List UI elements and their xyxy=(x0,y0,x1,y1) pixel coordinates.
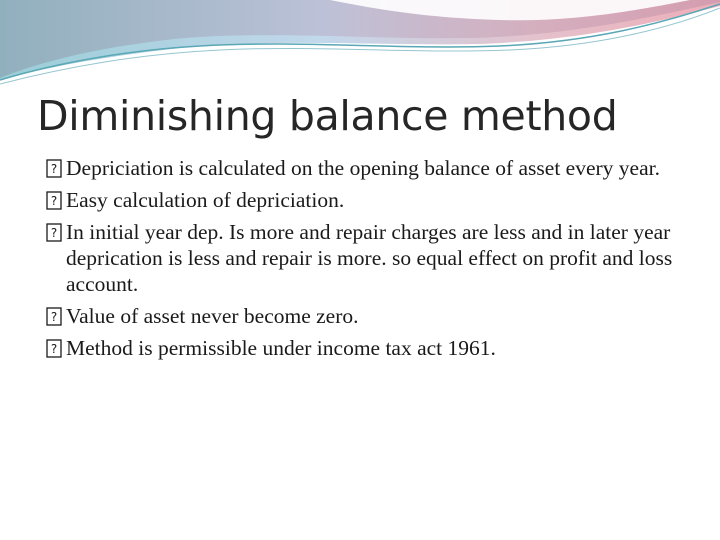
bullet-text: In initial year dep. Is more and repair charges are less and in later year deprication is less and repair is more. so equal effect on profit and loss account. xyxy=(66,220,673,296)
bullet-text: Depriciation is calculated on the opening balance of asset every year. xyxy=(66,156,660,180)
bullet-marker xyxy=(46,219,63,245)
replacement-glyph-icon xyxy=(46,307,62,326)
bullet-item xyxy=(46,187,686,213)
svg-text:?: ? xyxy=(50,226,58,240)
bullet-marker xyxy=(46,303,63,329)
bullet-text: Easy calculation of depriciation. xyxy=(66,188,345,212)
bullet-marker xyxy=(46,187,63,213)
slide-title: Diminishing balance method xyxy=(37,92,618,140)
replacement-glyph-icon xyxy=(46,191,62,210)
bullet-item xyxy=(46,219,686,297)
svg-text:?: ? xyxy=(50,194,58,208)
bullet-text: Method is permissible under income tax act 1961. xyxy=(66,336,496,360)
replacement-glyph-icon xyxy=(46,223,62,242)
svg-text:?: ? xyxy=(50,310,58,324)
bullet-item xyxy=(46,303,686,329)
bullet-item xyxy=(46,335,686,361)
header-wave-decoration xyxy=(0,0,720,90)
bullet-marker xyxy=(46,335,63,361)
svg-text:?: ? xyxy=(50,342,58,356)
bullet-list xyxy=(46,155,686,367)
replacement-glyph-icon xyxy=(46,159,62,178)
bullet-text: Value of asset never become zero. xyxy=(66,304,359,328)
bullet-item xyxy=(46,155,686,181)
bullet-marker xyxy=(46,155,63,181)
replacement-glyph-icon xyxy=(46,339,62,358)
svg-text:?: ? xyxy=(50,162,58,176)
